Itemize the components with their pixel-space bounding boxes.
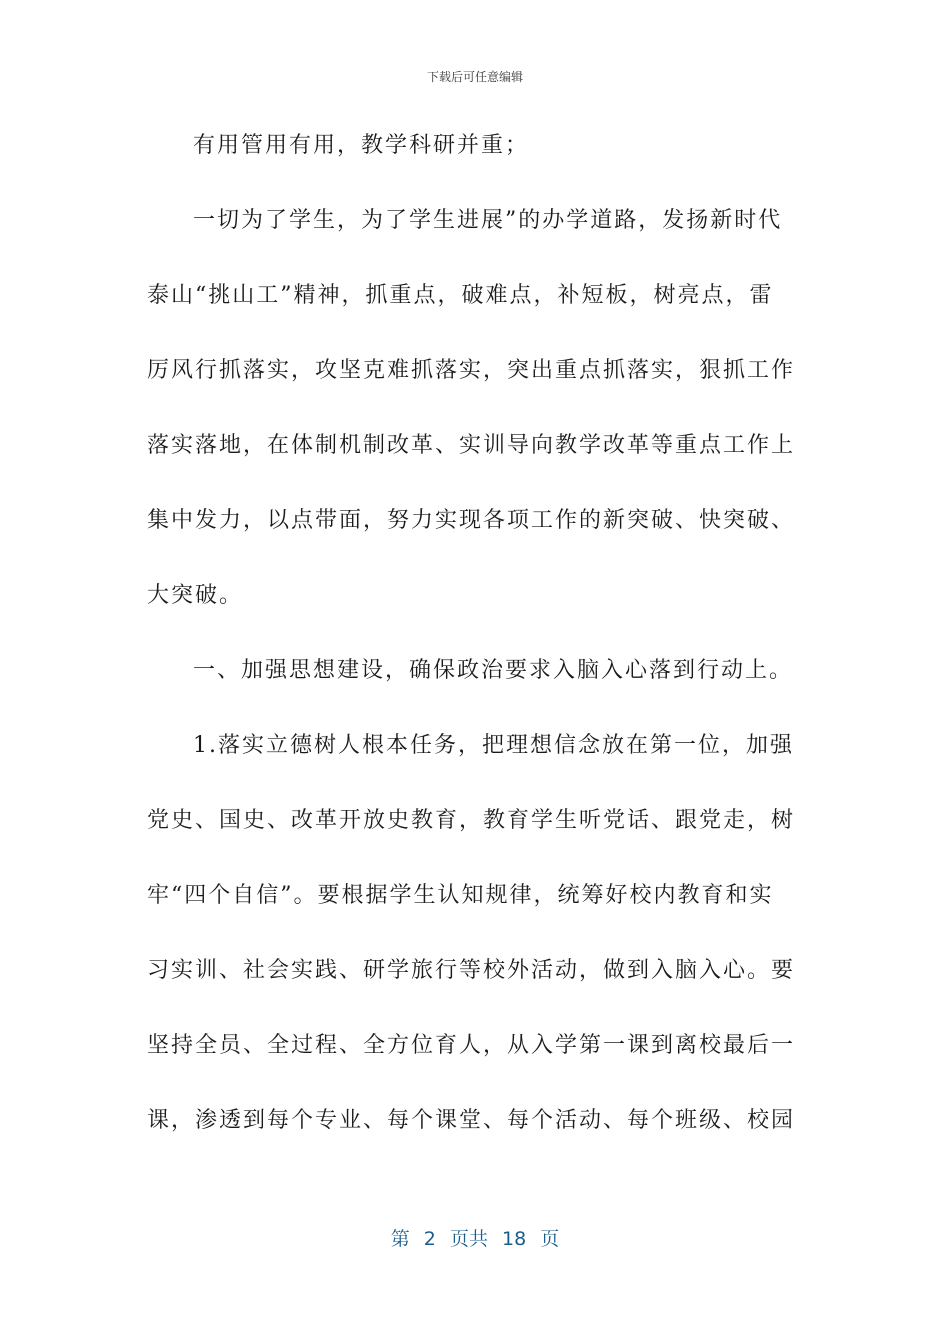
footer-prefix: 第 — [390, 1228, 410, 1250]
page-footer — [0, 1224, 950, 1251]
text-line-13: 坚持全员、全过程、全方位育人，从入学第一课到离校最后一 — [147, 1033, 796, 1058]
text-line-3: 泰山“挑山工”精神，抓重点，破难点，补短板，树亮点，雷 — [147, 283, 774, 308]
text-line-11: 牢“四个自信”。要根据学生认知规律，统筹好校内教育和实 — [147, 883, 774, 908]
text-line-4: 厉风行抓落实，攻坚克难抓落实，突出重点抓落实，狠抓工作 — [147, 358, 796, 383]
footer-suffix: 页 — [540, 1228, 560, 1250]
footer-middle: 页共 — [449, 1228, 488, 1250]
text-line-9: 1.落实立德树人根本任务，把理想信念放在第一位，加强 — [193, 733, 794, 758]
text-line-7: 大突破。 — [147, 583, 244, 608]
text-line-10: 党史、国史、改革开放史教育，教育学生听党话、跟党走，树 — [147, 808, 796, 833]
text-line-14: 课，渗透到每个专业、每个课堂、每个活动、每个班级、校园 — [147, 1108, 796, 1133]
document-body — [147, 122, 797, 1172]
text-line-2: 一切为了学生，为了学生进展”的办学道路，发扬新时代 — [193, 208, 783, 233]
footer-total-pages: 18 — [502, 1228, 527, 1250]
section-heading: 一、加强思想建设，确保政治要求入脑入心落到行动上。 — [193, 658, 794, 683]
text-line-1: 有用管用有用，教学科研并重； — [193, 133, 530, 158]
text-line-12: 习实训、社会实践、研学旅行等校外活动，做到入脑入心。要 — [147, 958, 796, 983]
page-header: 下载后可任意编辑 — [426, 70, 523, 84]
text-line-6: 集中发力，以点带面，努力实现各项工作的新突破、快突破、 — [147, 508, 796, 533]
text-line-5: 落实落地，在体制机制改革、实训导向教学改革等重点工作上 — [147, 433, 796, 458]
footer-current-page: 2 — [423, 1228, 436, 1250]
